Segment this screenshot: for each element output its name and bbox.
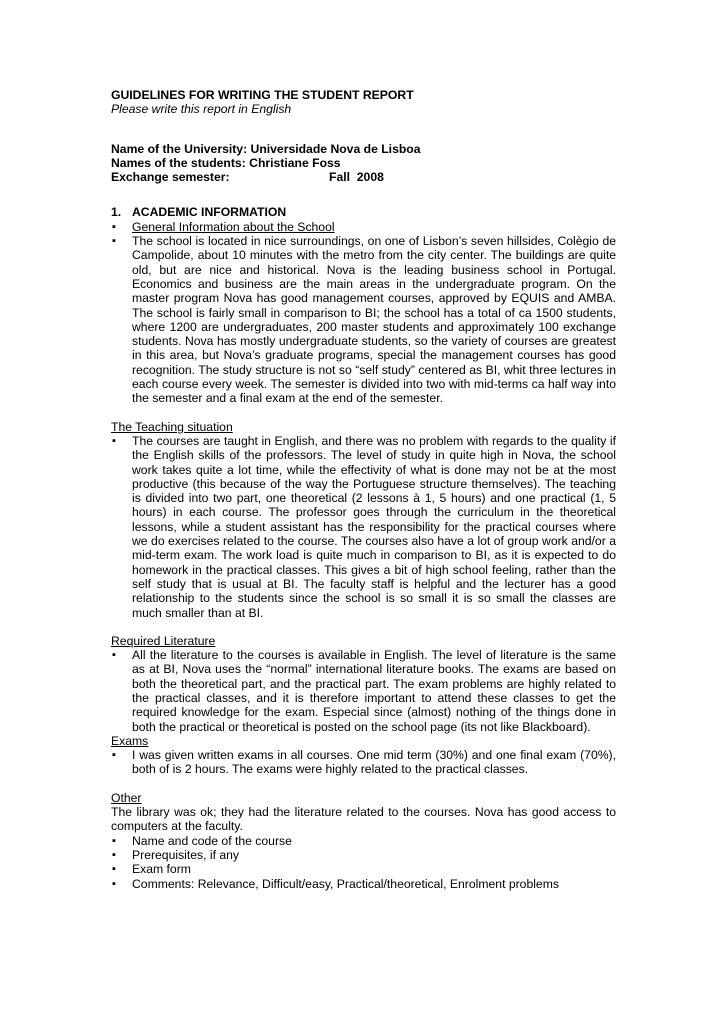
student-info bbox=[111, 142, 616, 185]
students-line: Names of the students: Christiane Foss bbox=[111, 155, 341, 170]
checklist-item: ▪ Exam form bbox=[111, 862, 616, 876]
semester-value: Fall 2008 bbox=[329, 170, 384, 185]
document-subtitle: Please write this report in English bbox=[111, 102, 292, 117]
teaching-list bbox=[111, 434, 616, 620]
checklist-item: ▪ Prerequisites, if any bbox=[111, 848, 616, 862]
checklist-item: ▪ Comments: Relevance, Difficult/easy, Practical/theoretical, Enrolment problems bbox=[111, 877, 616, 891]
other-heading: Other bbox=[111, 790, 142, 805]
university-line: Name of the University: Universidade Nova de Lisboa bbox=[111, 141, 421, 156]
exams-list bbox=[111, 748, 616, 777]
teaching-text: ▪ The courses are taught in English, and there was no problem with regards to the quality if the English skills of the professors. The level of study in quite high in Nova, the school work takes quite a lot time, while the effectivity of what is done may not be at the most productive (this because of the way the Portuguese structure themselves). The teaching is divided into two part, one theoretical (2 lessons à 1, 5 hours) and one practical (1, 5 hours) in each course. The professor goes through the curriculum in the theoretical lessons, while a student assistant has the responsibility for the practical courses where we do exercises related to the course. The courses also have a lot of group work and/or a mid-term exam. The work load is quite much in comparison to BI, as it is expected to do homework in the practical classes. This gives a bit of high school feeling, rather than the self study that is usual at BI. The faculty staff is helpful and the lecturer has a good relationship to the students since the school is so small it is so small the classes are much smaller than at BI. bbox=[111, 434, 616, 620]
section-heading bbox=[111, 205, 616, 219]
general-info-list bbox=[111, 220, 616, 406]
general-info-text: ▪ The school is located in nice surroundings, on one of Lisbon’s seven hillsides, Colègio de Campolide, about 10 minutes with the metro from the city center. The buildings are quite old, but are nice and historical. Nova is the leading business school in Portugal. Economics and business are the main areas in the undergraduate program. On the master program Nova has good management courses, approved by EQUIS and AMBA. The school is fairly small in comparison to BI; the school has a total of ca 1500 students, where 1200 are undergraduates, 200 master students and approximately 100 exchange students. Nova has mostly undergraduate students, so the variety of courses are greatest in this area, but Nova’s graduate programs, special the management courses has good recognition. The study structure is not so “self study” centered as BI, whit three lectures in each course every week. The semester is divided into two with mid-terms ca half way into the semester and a final exam at the end of the semester. bbox=[111, 234, 616, 406]
literature-text: ▪ All the literature to the courses is available in English. The level of literature is the same as at BI, Nova uses the “normal” international literature books. The exams are based on both the theoretical part, and the practical part. The exam problems are highly related to the practical classes, and it is therefore important to attend these classes to get the required knowledge for the exam. Especial since (almost) nothing of the things done in both the practical or theoretical is posted on the school page (its not like Blackboard). bbox=[111, 648, 616, 734]
exams-text: ▪ I was given written exams in all courses. One mid term (30%) and one final exam (70%), both of is 2 hours. The exams were highly related to the practical classes. bbox=[111, 748, 616, 777]
exams-heading: Exams bbox=[111, 733, 149, 748]
general-info-heading: ▪ General Information about the School bbox=[111, 220, 616, 234]
checklist-item: ▪ Name and code of the course bbox=[111, 834, 616, 848]
semester-label: Exchange semester: bbox=[111, 170, 230, 185]
literature-heading: Required Literature bbox=[111, 633, 216, 648]
teaching-heading: The Teaching situation bbox=[111, 419, 233, 434]
checklist bbox=[111, 834, 616, 891]
document-page bbox=[111, 88, 616, 891]
literature-list bbox=[111, 648, 616, 734]
other-text: The library was ok; they had the literature related to the courses. Nova has good access to computers at the faculty. bbox=[111, 805, 616, 834]
section-number: 1. bbox=[111, 205, 122, 220]
document-title: GUIDELINES FOR WRITING THE STUDENT REPORT bbox=[111, 88, 414, 102]
semester-line bbox=[111, 170, 616, 184]
section-title: ACADEMIC INFORMATION bbox=[132, 205, 287, 220]
